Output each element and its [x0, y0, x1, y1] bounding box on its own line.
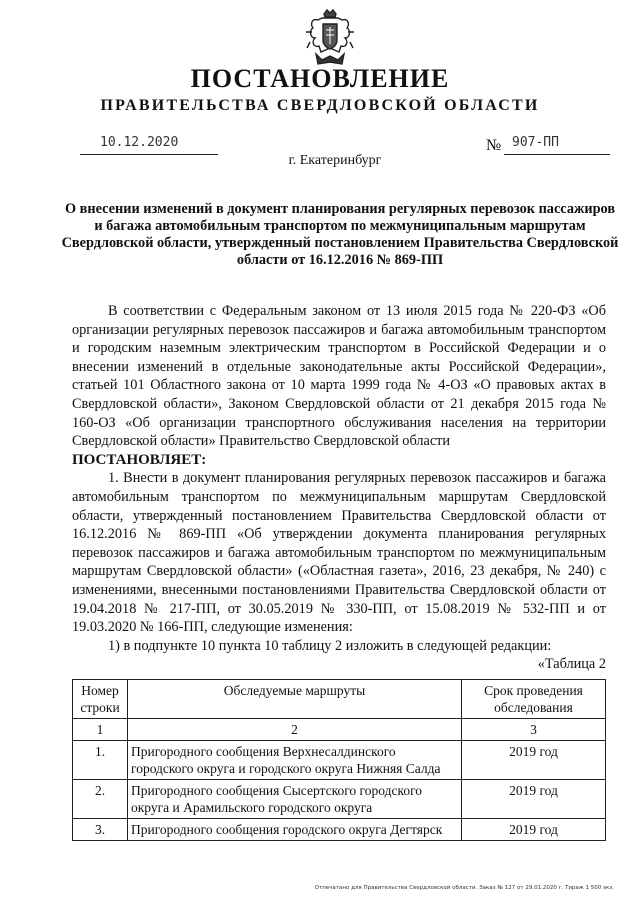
city: г. Екатеринбург — [288, 153, 382, 168]
table-caption: «Таблица 2 — [537, 656, 606, 673]
route-cell: Пригородного сообщения Верхнесалдинского городского округа и городского округа Нижняя Салда — [128, 741, 462, 780]
column-number-cell: 2 — [128, 719, 462, 741]
page-title: ПОСТАНОВЛЕНИЕ — [190, 64, 450, 93]
coat-of-arms-icon — [304, 8, 356, 70]
document-date: 10.12.2020 — [80, 135, 218, 155]
column-number-cell: 3 — [462, 719, 606, 741]
table-header-row — [73, 680, 606, 719]
table-row — [73, 741, 606, 780]
header-cell: Номер строки — [73, 680, 128, 719]
page-subtitle: ПРАВИТЕЛЬСТВА СВЕРДЛОВСКОЙ ОБЛАСТИ — [100, 97, 540, 114]
routes-table — [72, 679, 606, 841]
table-column-number-row — [73, 719, 606, 741]
header-cell: Срок проведения обследования — [462, 680, 606, 719]
term-cell: 2019 год — [462, 780, 606, 819]
term-cell: 2019 год — [462, 819, 606, 841]
row-number-cell: 3. — [73, 819, 128, 841]
decree-heading: ПОСТАНОВЛЯЕТ: — [72, 451, 207, 468]
item-1-paragraph: 1. Внести в документ планирования регулярных перевозок пассажиров и багажа автомобильным транспортом по межмуниципальным маршрутам Свердловской области, утвержденный постановлением Правительства Свердловской области от 16.12.2016 № 869-ПП «Об утверждении документа планирования регулярных перевозок пассажиров и багажа автомобильным транспортом по межмуниципальным маршрутам Свердловской области» («Областная газета», 2016, 23 декабря, № 240) с изменениями, внесенными постановлениями Правительства Свердловской области от 19.04.2018 № 217-ПП, от 30.05.2019 № 330-ПП, от 15.08.2019 № 532-ПП и от 19.03.2020 № 166-ПП, следующие изменения: — [72, 470, 606, 636]
row-number-cell: 2. — [73, 780, 128, 819]
row-number-cell: 1. — [73, 741, 128, 780]
route-cell: Пригородного сообщения городского округа Дегтярск — [128, 819, 462, 841]
header-cell: Обследуемые маршруты — [128, 680, 462, 719]
subitem-1-paragraph: 1) в подпункте 10 пункта 10 таблицу 2 изложить в следующей редакции: — [108, 637, 552, 654]
term-cell: 2019 год — [462, 741, 606, 780]
preamble-paragraph: В соответствии с Федеральным законом от 13 июля 2015 года № 220-ФЗ «Об организации регулярных перевозок пассажиров и багажа автомобильным транспортом и городским наземным электрическим транспортом в Российской Федерации и о внесении изменений в отдельные законодательные акты Российской Федерации», статьей 101 Областного закона от 10 марта 1999 года № 4-ОЗ «О правовых актах в Свердловской области», Законом Свердловской области от 21 декабря 2015 года № 160-ОЗ «Об организации транспортного обслуживания населения на территории Свердловской области» Правительство Свердловской области — [72, 303, 606, 450]
column-number-cell: 1 — [73, 719, 128, 741]
document-number: 907-ПП — [504, 135, 610, 155]
table-row — [73, 780, 606, 819]
print-footer: Отпечатано для Правительства Свердловской области. Заказ № 127 от 29.01.2020 г. Тираж 1 500 экз. — [314, 885, 614, 891]
document-title: О внесении изменений в документ планирования регулярных перевозок пассажиров и багажа автомобильным транспортом по межмуниципальным маршрутам Свердловской области, утвержденный постановлением Правительства Свердловской области от 16.12.2016 № 869-ПП — [61, 201, 619, 268]
document-body — [72, 302, 606, 674]
route-cell: Пригородного сообщения Сысертского городского округа и Арамильского городского округа — [128, 780, 462, 819]
table-row — [73, 819, 606, 841]
number-label: № — [486, 137, 502, 154]
